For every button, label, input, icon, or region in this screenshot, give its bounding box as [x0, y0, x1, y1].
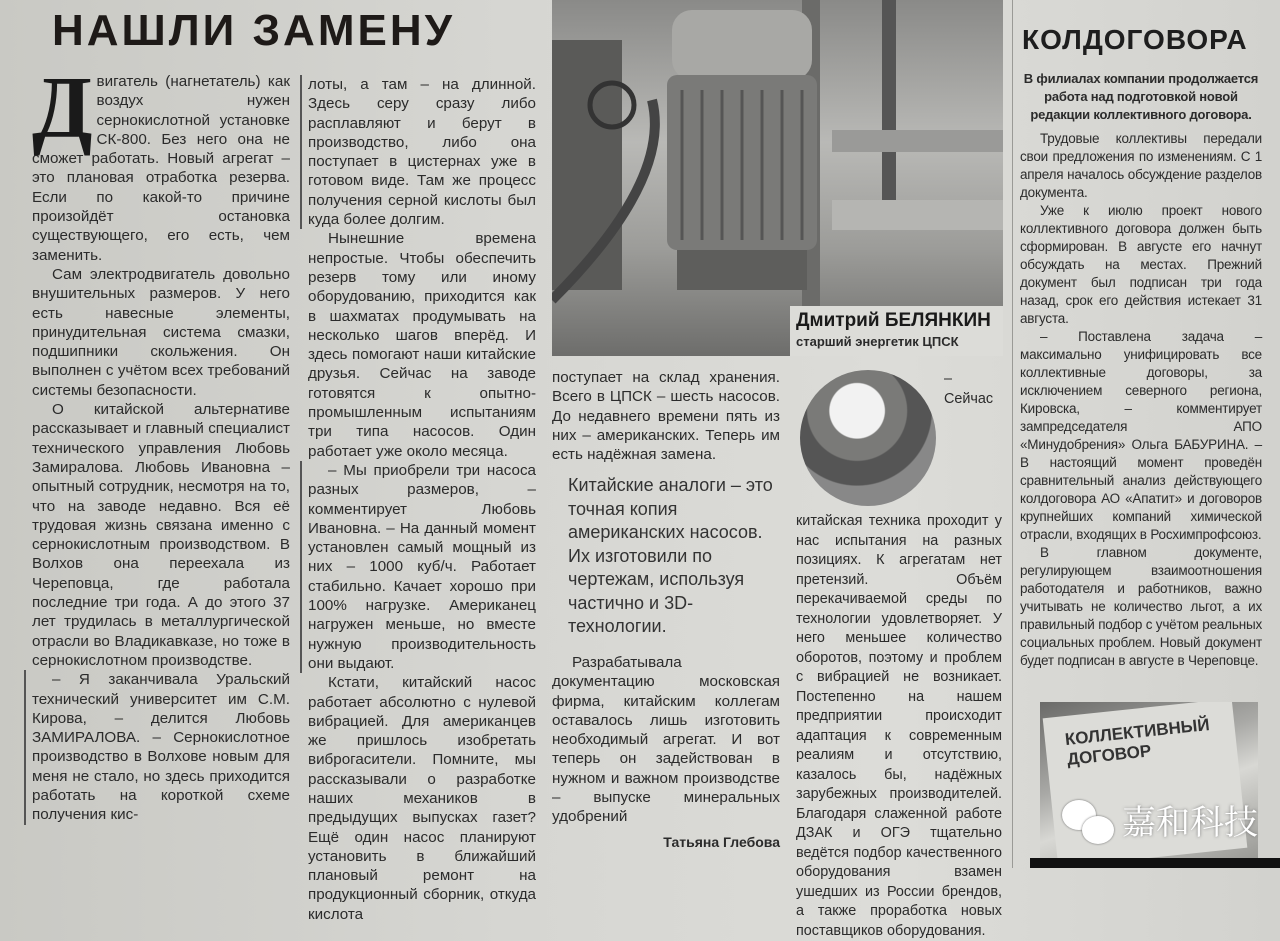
interview-quote: – Сейчас китайская техника проходит у нас испытания на разных позициях. К агрегатам нет претензий. Объём перекачиваемой среды по технологии удовлетворяет. У него меньшее количество оборотов, поэтому и проблем с вибрацией не возникает. Постепенно на нашем предприятии происходит адаптация к современным реалиям и отсутствию, казалось бы, надёжных зарубежных производителей. Благодаря слаженной работе ДЗАК и ОГЭ тщательно ведётся подбор качественного оборудования взамен ушедших из России брендов, а также проработка новых поставщиков оборудования. — [796, 371, 1002, 939]
paragraph: поступает на склад хранения. Всего в ЦПСК – шесть насосов. До недавнего времени пять из них – американских. Теперь им есть надёжная замена. — [552, 369, 780, 464]
wechat-icon — [1062, 800, 1114, 846]
pull-quote: Китайские аналоги – это точная копия американских насосов. Их изготовили по чертежам, используя частично и 3D-технологии. — [568, 475, 773, 637]
screen-bezel — [1030, 858, 1280, 868]
lead-paragraph: В филиалах компании продолжается работа над подготовкой новой редакции коллективного договора. — [1023, 71, 1259, 122]
paragraph: Сам электродвигатель довольно внушительных размеров. У него есть навесные элементы, принудительная система смазки, подшипники скольжения. Он выполнен с учётом всех требований системы безопасности. — [32, 265, 290, 399]
pump-photo — [552, 0, 1003, 356]
paragraph: – Поставлена задача – максимально унифицировать все коллективные договоры, за исключением северного региона, Кировска, – комментирует зампредседателя АПО «Минудобрения» Ольга БАБУРИНА. – В настоящий момент проведён сравнительный анализ действующего колдоговора АО «Апатит» и договоров крупнейших компаний химической отрасли, входящих в Росхимпрофсоюз. — [1020, 329, 1262, 542]
interview-column — [796, 370, 1002, 941]
interviewee-title: старший энергетик ЦПСК — [796, 334, 959, 349]
article-column-3 — [552, 368, 780, 852]
paragraph-text: вигатель (нагнетатель) как воздух нужен сернокислотной установке СК-800. Без него она не сможет работать. Новый агрегат – это плановая отработка резерва. Если по какой-то причине произойдёт остановка существующего, его есть, чем заменить. — [32, 73, 290, 264]
paragraph: Уже к июлю проект нового коллективного договора должен быть сформирован. В августе его начнут обсуждать на местах. Прежний документ был подписан три года назад, срок его действия истекает 31 августа. — [1020, 203, 1262, 326]
paragraph: В главном документе, регулирующем взаимоотношения работодателя и работников, важно учитывать не количество льгот, а их правильный подбор с учётом реальных социальных проблем. Новый документ будет подписан в августе в Череповце. — [1020, 545, 1263, 668]
booklet-cover: КОЛЛЕКТИВНЫЙ ДОГОВОР — [1043, 702, 1248, 858]
quote-paragraph: – Мы приобрели три насоса разных размеров, – комментирует Любовь Ивановна. – На данный момент установлен самый мощный из них – 1000 куб/ч. Работает стабильно. Качает хорошо при 100% нагрузке. Американец нагружен меньше, но вместе нужную производительность они выдают. — [300, 461, 536, 673]
article-column-2 — [308, 75, 536, 924]
quote-paragraph: лоты, а там – на длинной. Здесь серу сразу либо расплавляют и берут в производство, либо она поступает в цистернах уже в готовом виде. Там же процесс получения серной кислоты был куда более долгим. — [300, 75, 536, 229]
quote-paragraph: – Я заканчивала Уральский технический университет им С.М. Кирова, – делится Любовь ЗАМИРАЛОВА. – Сернокислотное производство в Волхове новым для меня не стало, но здесь приходится работать на короткой схеме получения кис- — [24, 670, 290, 824]
article-column-5 — [1020, 70, 1262, 670]
watermark — [1062, 800, 1258, 846]
author-byline: Татьяна Глебова — [663, 833, 780, 850]
article-column-1 — [32, 60, 290, 825]
column-divider — [1012, 0, 1013, 868]
portrait-photo — [800, 370, 936, 506]
paragraph: Трудовые коллективы передали свои предложения по изменениям. С 1 апреля началось обсуждение разделов документа. — [1020, 131, 1262, 200]
paragraph: Нынешние времена непростые. Чтобы обеспечить резерв тому или иному оборудованию, приходится как в шахматах продумывать на несколько шагов вперёд. И здесь помогают наши китайские друзья. Сейчас на заводе готовятся к опытно-промышленным испытаниям три типа насосов. Один работает уже около месяца. — [308, 230, 536, 460]
pump-illustration — [552, 0, 1003, 356]
drop-cap: Д — [32, 60, 93, 157]
watermark-text: 嘉和科技 — [1122, 804, 1258, 842]
paragraph: О китайской альтернативе рассказывает и главный специалист технического управления Любовь Замиралова. Любовь Ивановна – опытный сотрудник, несмотря на то, что на заводе недавно. Вся её трудовая жизнь связана именно с сернокислотным производством. В Волхов она переехала из Череповца, где работала последние три года. А до этого 37 лет трудилась в металлургической отрасли во Владикавказе, но тоже в сернокислотном производстве. — [32, 401, 290, 669]
paragraph: Кстати, китайский насос работает абсолютно с нулевой вибрацией. Для американцев же пришлось изобретать виброгасители. Помните, мы рассказывали о разработке наших механиков в предыдущих выпусках газет? Ещё один насос планируют установить в ближайший плановый ремонт на продукционный сборник, откуда кислота — [308, 674, 536, 923]
section-heading: КОЛДОГОВОРА — [1022, 24, 1248, 55]
paragraph — [32, 60, 290, 265]
paragraph: Разрабатывала документацию московская фирма, китайским коллегам оставалось лишь изготовить необходимый агрегат. И вот теперь он задействован в нужном и важном производстве – выпуске минеральных удобрений — [552, 653, 780, 826]
headline: НАШЛИ ЗАМЕНУ — [52, 6, 455, 55]
interviewee-caption — [790, 306, 1003, 356]
interviewee-name: Дмитрий БЕЛЯНКИН — [796, 310, 991, 331]
